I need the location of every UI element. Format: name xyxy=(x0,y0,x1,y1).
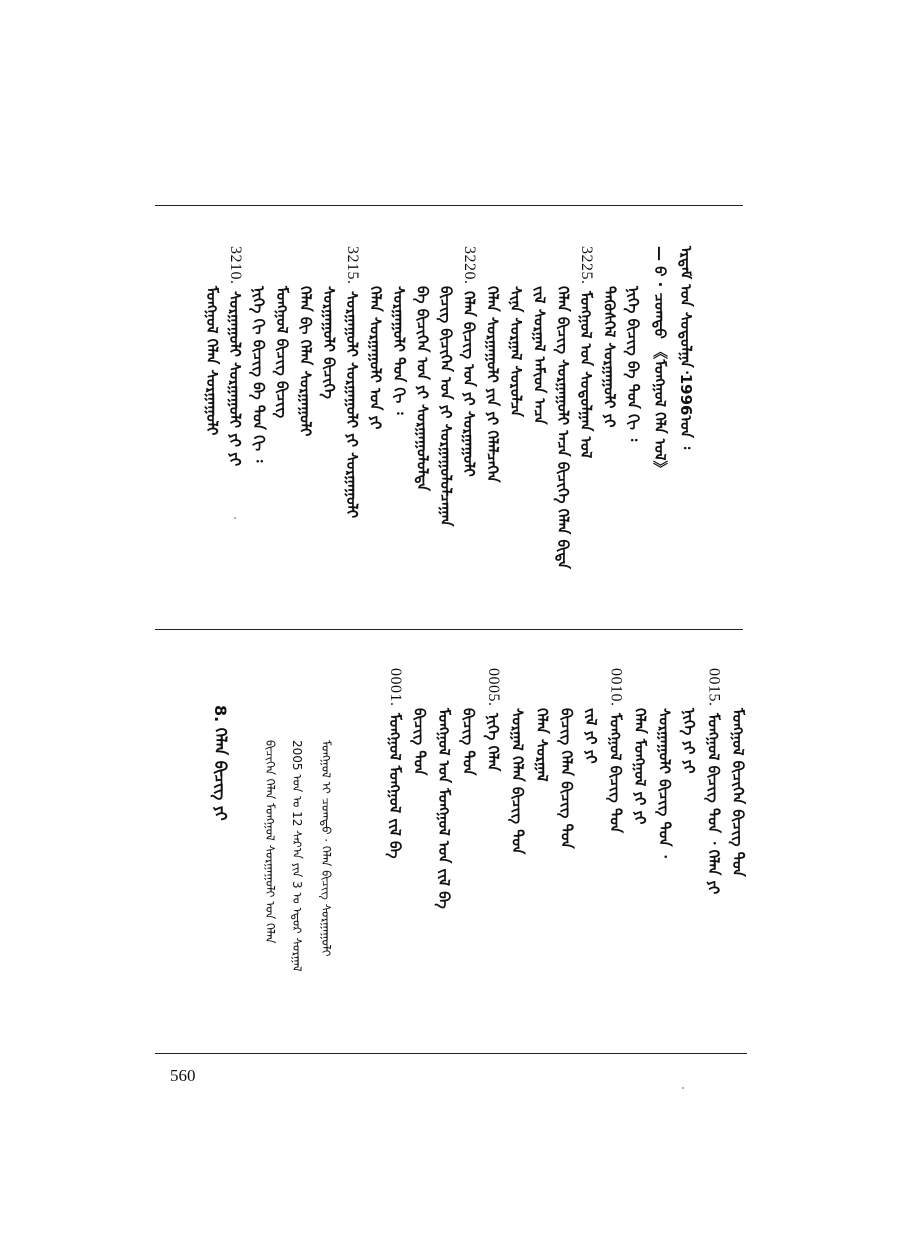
bottom-verse-line xyxy=(412,668,428,775)
bottom-verse-line xyxy=(534,668,550,782)
bottom-verse-line xyxy=(583,668,599,764)
line-text: ᠨᠢᠭᠡ ᠶᠢ ᠶᠢ xyxy=(680,708,698,774)
line-number: 0010. xyxy=(607,668,625,707)
top-rule xyxy=(155,205,743,206)
bottom-verse-line xyxy=(510,668,526,854)
top-verse-line xyxy=(227,246,243,466)
top-verse-line xyxy=(578,246,594,458)
bottom-verse-line xyxy=(436,668,452,909)
line-text: ᠨᠢᠭᠡ ᠬᠢ ᠪᠢᠴᠢᠭ ᠪᠠ ᠳᠤᠨ ᠬᠢ ᠄ xyxy=(249,286,268,463)
top-verse-line xyxy=(344,246,360,518)
line-text: ᠪᠠ ᠪᠢᠴᠢᠭᠡᠨ ᠤᠨ ᠶᠢ ᠰᠤᠷᠭᠠᠭᠤᠯᠤᠯᠳᠠ xyxy=(413,286,432,491)
line-text: ᠮᠣᠩᠭᠣᠯ ᠪᠢᠴᠢᠭ ᠳᠤᠨ ᠂ ᠬᠡᠯᠡᠨ ᠶᠢ xyxy=(704,712,723,894)
bottom-verse-line xyxy=(485,668,501,771)
line-text: ᠰᠤᠷᠭᠠᠭᠤᠯᠢ ᠳᠤᠨ ᠬᠢ ᠄ xyxy=(390,286,408,415)
line-text: ᠬᠡᠯᠡᠨ ᠰᠤᠷᠭᠠᠯ xyxy=(533,708,551,782)
top-verse-line xyxy=(438,246,454,526)
line-text: ᠰᠢᠨᠡ ᠰᠤᠷᠭᠠᠯ ᠰᠤᠷᠤᠯᠴᠠ xyxy=(507,286,525,417)
line-text: ᠰᠤᠷᠭᠠᠯ ᠬᠡᠯᠡᠨ ᠪᠢᠴᠢᠭ ᠳᠤᠨ xyxy=(508,708,527,855)
bottom-verse-line xyxy=(632,668,648,824)
line-text: ᠮᠣᠩᠭᠣᠯ ᠪᠢᠴᠢᠭᠡᠨ ᠪᠢᠴᠢᠭ ᠳᠤᠨ xyxy=(729,708,747,877)
scan-speck xyxy=(234,517,236,519)
top-verse-line xyxy=(414,246,430,491)
line-text: ᠰᠤᠷᠭᠠᠭᠤᠯᠢ ᠪᠢᠴᠢᠭᠡ xyxy=(319,286,338,399)
colophon-line-1: ᠮᠣᠩᠭᠣᠯ ᠢ ᠴᠣᠭᠲᠤ · ᠬᠡᠯᠡᠨ ᠪᠢᠴᠢᠭ ᠰᠤᠷᠭᠠᠭᠤᠯᠢ xyxy=(319,740,333,957)
line-text: ᠰᠤᠷᠭᠠᠭᠤᠯᠢ ᠪᠢᠴᠢᠭ ᠳᠤᠨ ᠂ xyxy=(655,708,674,858)
line-text: ᠨᠢᠭᠡ ᠪᠢᠴᠢᠭ ᠪᠠ ᠳᠤᠨ ᠬᠢ ᠄ xyxy=(624,286,642,442)
page-number: 560 xyxy=(170,1066,196,1085)
line-text: ᠬᠡᠯᠡᠨ ᠮᠣᠩᠭᠣᠯ ᠶᠢ ᠶᠢ xyxy=(631,708,649,825)
top-verse-line xyxy=(274,246,290,418)
line-number: 3215. xyxy=(344,246,362,285)
top-verse-line xyxy=(297,246,313,436)
bottom-verse-line xyxy=(461,668,477,775)
line-text: ᠮᠣᠩᠭᠣᠯ ᠪᠢᠴᠢᠭ ᠳᠤᠨ xyxy=(606,712,625,833)
bottom-verse-line xyxy=(730,668,746,877)
line-text: ᠪᠢᠴᠢᠭ ᠳᠤᠨ xyxy=(459,708,478,776)
top-verse-line xyxy=(508,246,524,417)
top-verse-line xyxy=(531,246,547,425)
line-text: ᠵᠢᠯ ᠰᠤᠷᠭᠠᠯ ᠠᠮᠢᠳ ᠠᠴᠠ xyxy=(530,286,549,425)
line-text: ᠬᠡᠯᠡᠨ ᠰᠤᠷᠭᠠᠭᠤᠯᠢ ᠤᠨ ᠶᠢ xyxy=(366,286,385,430)
top-verse-line xyxy=(204,246,220,435)
bottom-verse-line xyxy=(559,668,575,849)
top-verse-line xyxy=(485,246,501,482)
line-number: 3210. xyxy=(227,246,245,285)
line-number: 3220. xyxy=(461,246,479,285)
top-verse-line xyxy=(368,246,384,429)
citation-line: ᠡᠷᠳᠡᠮ ᠤᠨ ᠰᠤᠳᠤᠯᠭᠠ᠂1996ᠣᠨ ᠄ xyxy=(677,246,695,450)
top-verse-line xyxy=(625,246,641,441)
bottom-verse-line xyxy=(706,668,722,894)
bottom-verse-line xyxy=(657,668,673,858)
line-text: ᠬᠡᠯᠡᠨ ᠪᠢᠴᠢᠭ ᠤᠨ ᠶᠢ ᠰᠤᠷᠭᠠᠭᠤᠯᠢ xyxy=(460,290,479,477)
top-verse-line xyxy=(555,246,571,569)
line-text: ᠬᠡᠯᠡᠨ ᠪᠢᠴᠢᠭ ᠰᠤᠷᠭᠠᠭᠤᠯᠢ ᠠᠴᠠ ᠪᠢᠴᠢᠭᠡ ᠬᠡᠯᠡᠨ ᠪᠢᠳᠡ xyxy=(553,286,572,569)
line-text: ᠵᠢᠯ ᠶᠢ ᠶᠢ xyxy=(582,708,600,764)
line-number: 0015. xyxy=(705,668,723,707)
line-number: 3225. xyxy=(578,246,596,285)
line-text: ᠮᠣᠩᠭᠣᠯ ᠤᠨ ᠮᠣᠩᠭᠣᠯ ᠤᠨ ᠵᠢᠯ ᠪᠠ xyxy=(435,708,453,909)
bottom-verse-line xyxy=(608,668,624,833)
bottom-rule xyxy=(155,1053,747,1054)
section-heading: 8. ᠬᠡᠯᠡᠨ ᠪᠢᠴᠢᠭ ᠶᠢ xyxy=(211,705,230,821)
line-text: ᠮᠣᠩᠭᠣᠯ ᠤᠨ ᠰᠤᠳᠤᠯᠭᠠᠨ ᠤᠯ xyxy=(577,290,596,458)
scan-speck xyxy=(682,1087,684,1089)
bottom-verse-line xyxy=(681,668,697,774)
line-text: ᠪᠢᠴᠢᠭ ᠬᠡᠯᠡᠨ ᠪᠢᠴᠢᠭ ᠳᠤᠨ xyxy=(557,708,576,849)
line-text: ᠲᠡᠭᠦᠰᠬᠡᠯ ᠰᠤᠷᠭᠠᠭᠤᠯᠢ ᠶᠢ xyxy=(600,286,619,428)
top-verse-line xyxy=(321,246,337,399)
line-text: ᠰᠤᠷᠭᠠᠭᠤᠯᠢ ᠰᠤᠷᠭᠠᠭᠤᠯᠢ ᠶᠢ ᠶᠢ xyxy=(226,290,245,466)
top-verse-line xyxy=(602,246,618,428)
line-text: ᠪᠢᠴᠢᠭ ᠪᠢᠴᠢᠭᠡᠨ ᠤᠨ ᠶᠢ ᠰᠤᠷᠭᠠᠭᠤᠯᠤᠯᠴᠠᠭᠠᠨ xyxy=(436,286,455,527)
line-text: ᠨᠢᠭᠡ ᠬᠡᠯᠡᠨ xyxy=(484,712,502,771)
middle-rule xyxy=(155,629,743,630)
line-text: ᠬᠡᠯᠡᠨ ᠰᠤᠷᠭᠠᠭᠤᠯᠢ ᠶᠢᠨ ᠶᠢ ᠬᠡᠯᠡᠯᠴᠡᠭᠡᠨ xyxy=(483,286,502,483)
bottom-verse-line xyxy=(387,668,403,858)
line-text: ᠮᠣᠩᠭᠣᠯ ᠮᠣᠩᠭᠣᠯ ᠵᠢᠯ ᠪᠠ xyxy=(386,712,404,859)
top-verse-line xyxy=(251,246,267,462)
top-verse-line xyxy=(391,246,407,415)
line-number: 0005. xyxy=(485,668,502,707)
line-text: ᠪᠢᠴᠢᠭ ᠳᠤᠨ xyxy=(410,708,429,776)
line-text: ᠮᠣᠩᠭᠣᠯ ᠪᠢᠴᠢᠭ ᠪᠢᠴᠢᠭ xyxy=(273,286,291,419)
line-text: ᠮᠣᠩᠭᠣᠯ ᠬᠡᠯᠡᠨ ᠰᠤᠷᠭᠠᠭᠤᠯᠢ xyxy=(202,286,221,436)
line-text: ᠰᠤᠷᠭᠠᠭᠤᠯᠢ ᠰᠤᠷᠭᠠᠭᠤᠯᠢ ᠶᠢ ᠰᠤᠷᠭᠠᠭᠤᠯᠢ xyxy=(343,290,362,518)
colophon-line-2: 2005 ᠣᠨ ᠤ 12 ᠰᠠᠷ᠎ᠠ ᠶᠢᠨ 3 ᠤ ᠡᠳᠦᠷ ᠰᠤᠷᠭᠠᠯ xyxy=(290,740,304,972)
line-number: 0001. xyxy=(387,668,404,707)
top-verse-line xyxy=(461,246,477,476)
author-line: — ᠪ · ᠴᠣᠭᠲᠤ 《ᠮᠣᠩᠭᠣᠯ ᠬᠡᠯᠡ ᠤᠯ》 xyxy=(651,246,669,476)
line-text: ᠬᠡᠯᠡᠨ ᠪᠢ ᠬᠡᠯᠡᠨ ᠰᠤᠷᠭᠠᠭᠤᠯᠢ xyxy=(296,286,315,437)
colophon-line-3: ᠪᠢᠴᠢᠭᠡᠨ ᠬᠡᠯᠡᠨ ᠮᠣᠩᠭᠣᠯ ᠰᠤᠷᠭᠠᠭᠤᠯᠢ ᠤᠨ ᠬᠡᠯᠡᠨ xyxy=(263,740,277,944)
